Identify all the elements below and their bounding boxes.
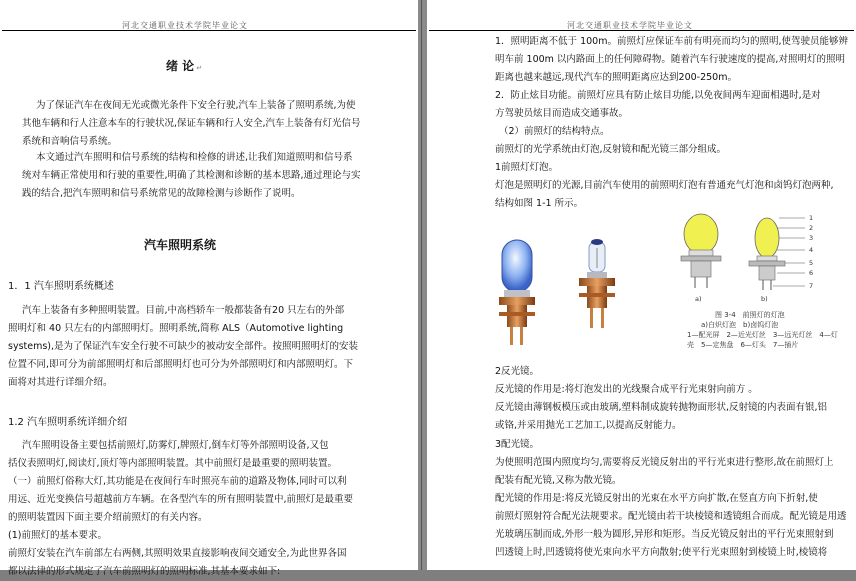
label-2: 2	[809, 224, 814, 232]
label-5: 5	[809, 259, 814, 267]
intro-paragraph-2: 本文通过汽车照明和信号系统的结构和检修的讲述,让我们知道照明和信号系 统对车辆正常使用和行驶的重要性,明确了其检测和诊断的基本思路,通过理论与实 践的结合,把汽车照明和信号系统常见的故障检测与诊断作了说明。	[22, 152, 361, 199]
label-4: 4	[809, 246, 814, 254]
intro-title: 绪 论 ↵	[166, 59, 203, 73]
lens-section: 3配光镜。 为使照明范围内照度均匀,需要将反光镜反射出的平行光束进行整形,故在前照灯上 配装有配光镜,又称为散光镜。 配光镜的作用是:将反光镜反射出的光束在水平方向扩散,在竖直方向下折射,使 前照灯照射符合配光法规要求。配光镜由若干块棱镜和透镜组合而成。配光镜是用透 光玻璃压制而成,外形一般为圆形,异形和矩形。当反光镜反射出的平行光束照射到 凹透镜上时,凹透镜将使光束向水平方向散射;使平行光束照射到棱镜上时,棱镜将	[495, 439, 847, 558]
header-rule	[429, 30, 854, 31]
page-header: 河北交通职业技术学院毕业论文	[567, 21, 693, 30]
chapter-title: 汽车照明系统	[144, 238, 217, 252]
label-1: 1	[809, 214, 814, 222]
label-b: b)	[761, 295, 768, 303]
left-page	[0, 0, 418, 577]
label-7: 7	[809, 282, 814, 290]
page-divider	[421, 0, 422, 570]
intro-paragraph-1: 为了保证汽车在夜间无光或微光条件下安全行驶,汽车上装备了照明系统,为使 其他车辆和行人注意本车的行驶状况,保证车辆和行人安全,汽车上装备有灯光信号 系统和音响信号系统。	[22, 100, 361, 147]
section-2-paragraph: 汽车照明设备主要包括前照灯,防雾灯,牌照灯,倒车灯等外部照明设备,又包 括仪表照明灯,阅读灯,顶灯等内部照明装置。其中前照灯是最重要的照明装置。 （一）前照灯俗称大灯,其功能是在夜间行车时照亮车前的道路及物体,同时可以利 用远、近光变换信号超越前方车辆。在各型汽车的所有照明装置中,前照灯是最重要 的照明装置因下面主要介绍前照灯的有关内容。 (1)前照灯的基本要求。 前照灯安装在汽车前部左右两侧,其照明效果直接影响夜间交通安全,为此世界各国 都以法律的形式规定了汽车前照明灯的照明标准,其基本要求如下:	[8, 440, 354, 577]
right-paragraph-1: 1．照明距离不低于 100m。前照灯应保证车前有明亮而均匀的照明,使驾驶员能够辨 明车前 100m 以内路面上的任何障碍物。随着汽车行驶速度的提高,对照明灯的照明 距离也越来越远,现代汽车的照明距离应达到200-250m。	[495, 36, 848, 83]
section-1-paragraph: 汽车上装备有多种照明装置。目前,中高档轿车一般都装备有20 只左右的外部 照明灯和 40 只左右的内部照明灯。照明系统,简称 ALS（Automotive lighting systems),是为了保证汽车安全行驶不可缺少的被动安全部件。按照明照明灯的安装 位置不同,即可分为前部照明灯和后部照明灯也可分为外部照明灯和内部照明灯。下 面将对其进行详细介绍。	[8, 305, 359, 388]
bulb-diagram	[677, 210, 827, 306]
section-1-title: 1．1 汽车照明系统概述	[8, 281, 114, 292]
reflector-section: 2反光镜。 反光镜的作用是:将灯泡发出的光线聚合成平行光束射向前方 。 反光镜由薄钢板模压或由玻璃,塑料制成旋转抛物面形状,反射镜的内表面有银,铝 或铬,并采用抛光工艺加工,以提高反射能力。	[495, 366, 828, 431]
label-a: a)	[695, 295, 702, 303]
figure-caption: 图 3-4 前照灯的灯泡 a)白炽灯泡 b)卤钨灯泡 1—配光屏 2—近光灯丝 3—远光灯丝 4—灯 壳 5—定焦盘 6—灯头 7—插片	[687, 311, 838, 349]
bulb-paragraph: 灯泡是照明灯的光源,目前汽车使用的前照明灯泡有普通充气灯泡和卤钨灯泡两种, 结构如图 1-1 所示。	[495, 180, 834, 209]
header-rule	[2, 30, 416, 31]
section-2-title: 1.2 汽车照明系统详细介绍	[8, 417, 128, 428]
right-page	[427, 0, 856, 570]
right-paragraph-2: 2．防止炫目功能。前照灯应具有防止炫目功能,以免夜间两车迎面相遇时,是对 方驾驶员炫目而造成交通事故。	[495, 90, 821, 119]
page-gap	[418, 0, 427, 570]
label-6: 6	[809, 269, 814, 277]
bulb-photo	[495, 230, 640, 360]
label-3: 3	[809, 234, 814, 242]
structure-section: （2）前照灯的结构特点。 前照灯的光学系统由灯泡,反射镜和配光镜三部分组成。 1前照灯灯泡。	[495, 126, 727, 173]
page-header: 河北交通职业技术学院毕业论文	[122, 21, 248, 30]
